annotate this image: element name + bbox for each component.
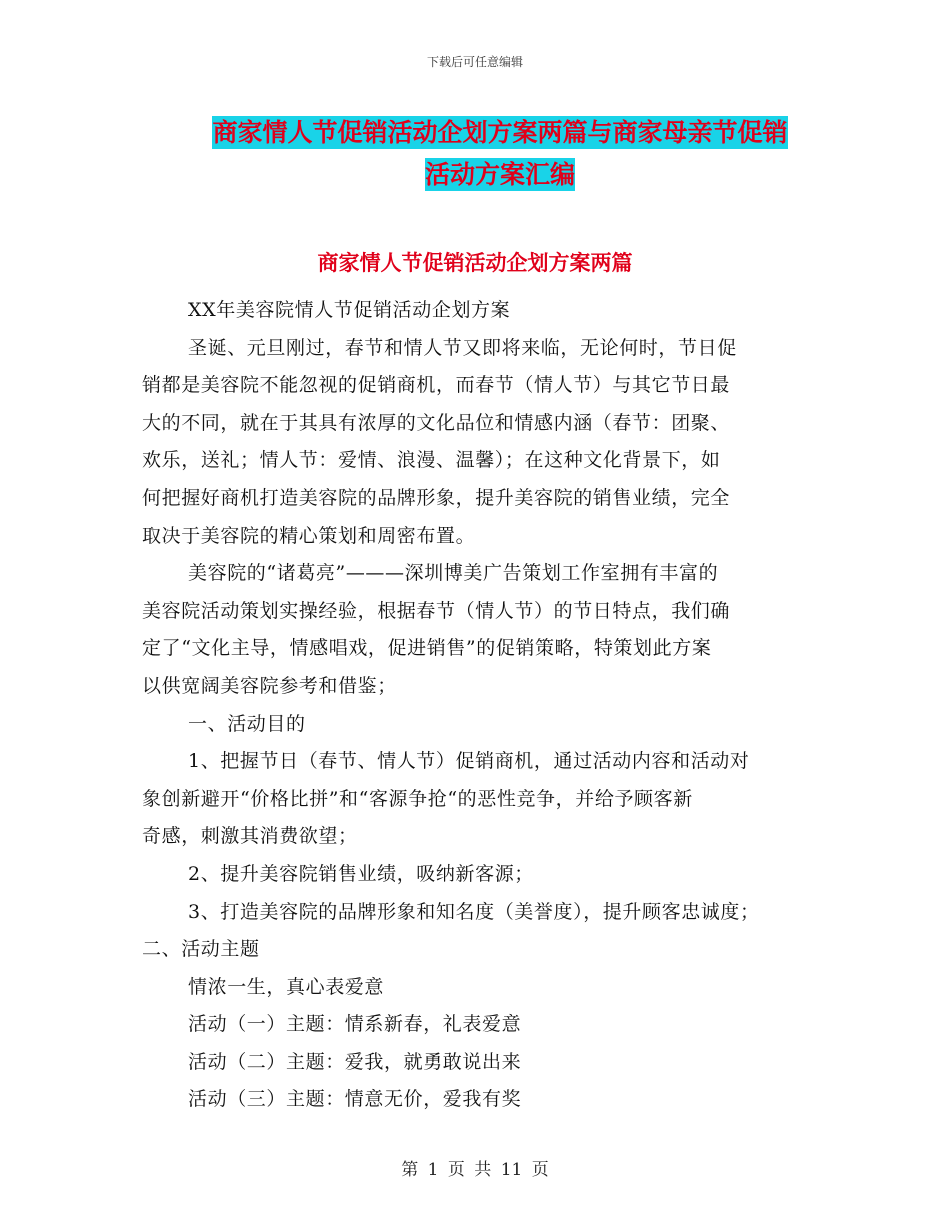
text-line: 大的不同，就在于其具有浓厚的文化品位和情感内涵（春节：团聚、 [142, 411, 731, 434]
document-title-line2: 活动方案汇编 [424, 160, 575, 189]
document-title-line1: 商家情人节促销活动企划方案两篇与商家母亲节促销 [212, 118, 788, 147]
text-line: 销都是美容院不能忽视的促销商机，而春节（情人节）与其它节日最 [142, 374, 731, 397]
text-line: 1、把握节日（春节、情人节）促销商机，通过活动内容和活动对 [188, 750, 750, 773]
text-line: 取决于美容院的精心策划和周密布置。 [142, 524, 476, 547]
text-line: 圣诞、元旦刚过，春节和情人节又即将来临，无论何时，节日促 [188, 336, 737, 359]
text-line: 活动（三）主题：情意无价，爱我有奖 [188, 1088, 522, 1111]
text-line: 情浓一生，真心表爱意 [188, 975, 385, 998]
text-line: 象创新避开“价格比拼”和“客源争抢“的恶性竞争，并给予顾客新 [142, 787, 693, 810]
text-line: 2、提升美容院销售业绩，吸纳新客源； [188, 862, 534, 885]
text-line: 美容院的“诸葛亮”———深圳博美广告策划工作室拥有丰富的 [188, 562, 719, 585]
text-line: 3、打造美容院的品牌形象和知名度（美誉度），提升顾客忠诚度； [188, 900, 760, 923]
page-number: 第 1 页 共 11 页 [401, 1160, 549, 1180]
text-line: 欢乐，送礼；情人节：爱情、浪漫、温馨）；在这种文化背景下，如 [142, 449, 721, 472]
text-line: 活动（一）主题：情系新春，礼表爱意 [188, 1013, 522, 1036]
text-line: 以供宽阔美容院参考和借鉴； [142, 674, 397, 697]
section-title: 商家情人节促销活动企划方案两篇 [317, 251, 633, 275]
text-line: XX年美容院情人节促销活动企划方案 [188, 299, 511, 321]
text-line: 二、活动主题 [142, 938, 260, 961]
text-line: 活动（二）主题：爱我，就勇敢说出来 [188, 1050, 522, 1073]
text-line: 奇感，刺激其消费欲望； [142, 825, 358, 848]
page-header-note: 下载后可任意编辑 [426, 55, 523, 69]
text-line: 何把握好商机打造美容院的品牌形象，提升美容院的销售业绩，完全 [142, 486, 731, 509]
text-line: 一、活动目的 [188, 712, 306, 735]
body-text [142, 292, 822, 1119]
text-line: 定了“文化主导，情感唱戏，促进销售”的促销策略，特策划此方案 [142, 637, 712, 660]
document-title [140, 112, 860, 196]
text-line: 美容院活动策划实操经验，根据春节（情人节）的节日特点，我们确 [142, 599, 731, 622]
